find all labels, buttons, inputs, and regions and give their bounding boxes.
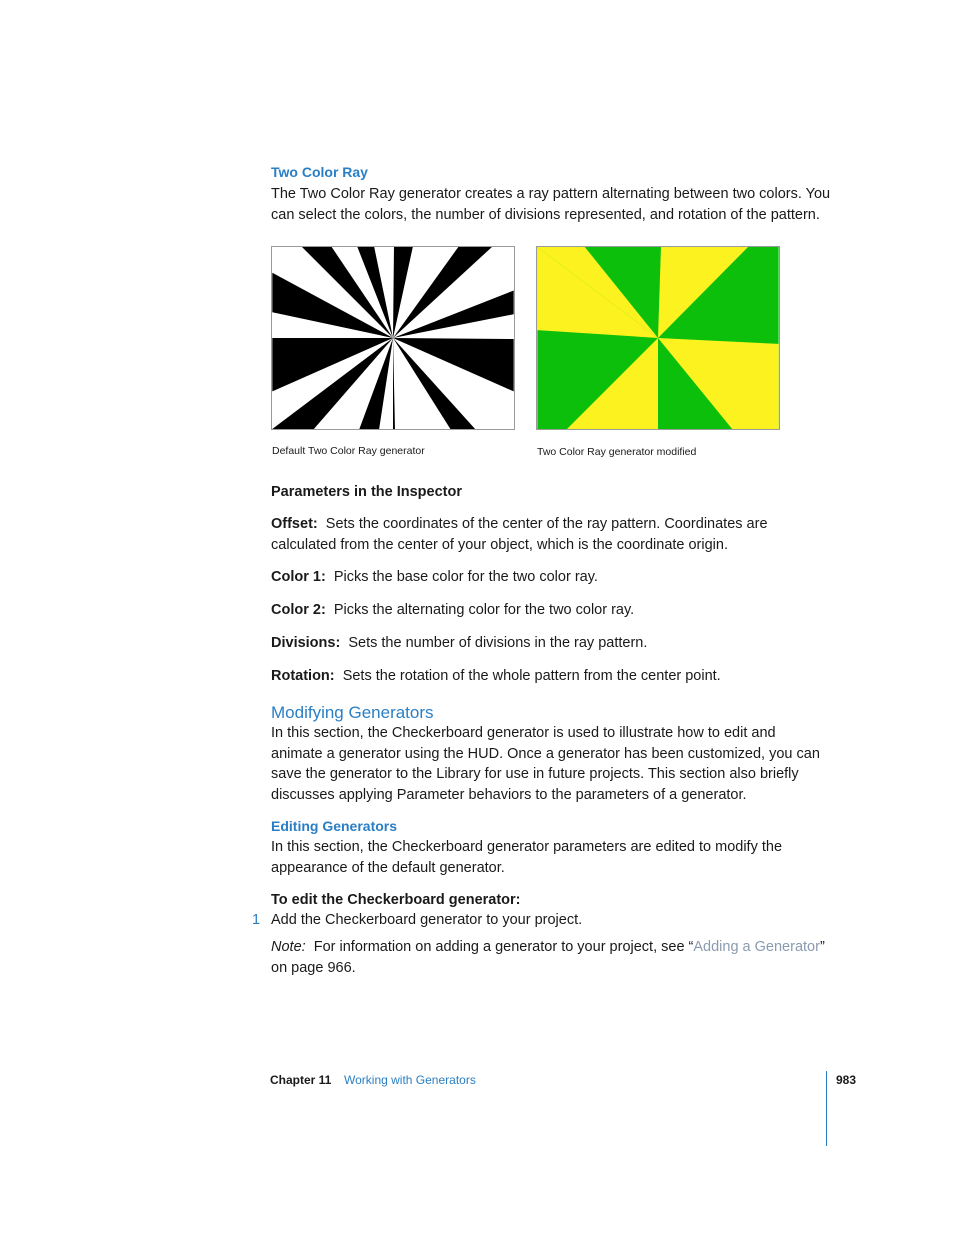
section-heading-two-color-ray: Two Color Ray — [271, 164, 368, 180]
two-color-ray-intro: The Two Color Ray generator creates a ray pattern alternating between two colors. You can select the colors, the number of divisions represented, and rotation of the pattern. — [271, 186, 831, 223]
default-ray-figure — [271, 246, 515, 430]
param-divisions — [271, 633, 831, 654]
param-description: Picks the alternating color for the two color ray. — [333, 602, 635, 618]
param-description: Picks the base color for the two color ray. — [333, 569, 598, 585]
param-label: Offset: — [271, 516, 318, 532]
inspector-heading: Parameters in the Inspector — [271, 484, 462, 500]
step-text: Add the Checkerboard generator to your project. — [271, 912, 583, 928]
footer-divider — [826, 1071, 827, 1146]
param-offset — [271, 514, 831, 555]
footer-page-number: 983 — [836, 1073, 857, 1087]
modified-figure-caption: Two Color Ray generator modified — [537, 446, 697, 458]
footer-chapter: Chapter 11 — [270, 1073, 332, 1087]
procedure-heading: To edit the Checkerboard generator: — [271, 892, 521, 908]
param-color-1 — [271, 567, 831, 588]
note-text-before: For information on adding a generator to your project, see “ — [313, 939, 694, 955]
param-label: Rotation: — [271, 668, 335, 684]
section-heading-editing-generators: Editing Generators — [271, 818, 398, 834]
param-label: Divisions: — [271, 635, 341, 651]
note-paragraph — [271, 937, 831, 978]
default-figure-caption: Default Two Color Ray generator — [272, 445, 425, 457]
note-text-after: ” on page 966. — [271, 939, 825, 976]
modifying-generators-text: In this section, the Checkerboard generator is used to illustrate how to edit and animate a generator using the HUD. Once a generator has been customized, you can save the generator to the Library for use in future projects. This section also briefly discusses applying Parameter behaviors to the parameters of a generator. — [271, 725, 820, 803]
section-heading-modifying-generators: Modifying Generators — [271, 703, 434, 722]
modified-ray-figure — [536, 246, 780, 430]
editing-generators-text: In this section, the Checkerboard generator parameters are edited to modify the appearance of the default generator. — [271, 839, 783, 876]
param-color-2 — [271, 600, 831, 621]
adding-a-generator-link[interactable]: Adding a Generator — [693, 939, 820, 955]
step-number: 1 — [252, 912, 261, 928]
param-label: Color 2: — [271, 602, 326, 618]
param-description: Sets the number of divisions in the ray pattern. — [348, 635, 648, 651]
param-description: Sets the coordinates of the center of the ray pattern. Coordinates are calculated from the center of your object, which is the coordinate origin. — [271, 516, 768, 553]
footer-chapter-title: Working with Generators — [344, 1073, 476, 1087]
note-label: Note: — [271, 939, 306, 955]
param-rotation — [271, 666, 831, 687]
param-description: Sets the rotation of the whole pattern from the center point. — [342, 668, 721, 684]
param-label: Color 1: — [271, 569, 326, 585]
